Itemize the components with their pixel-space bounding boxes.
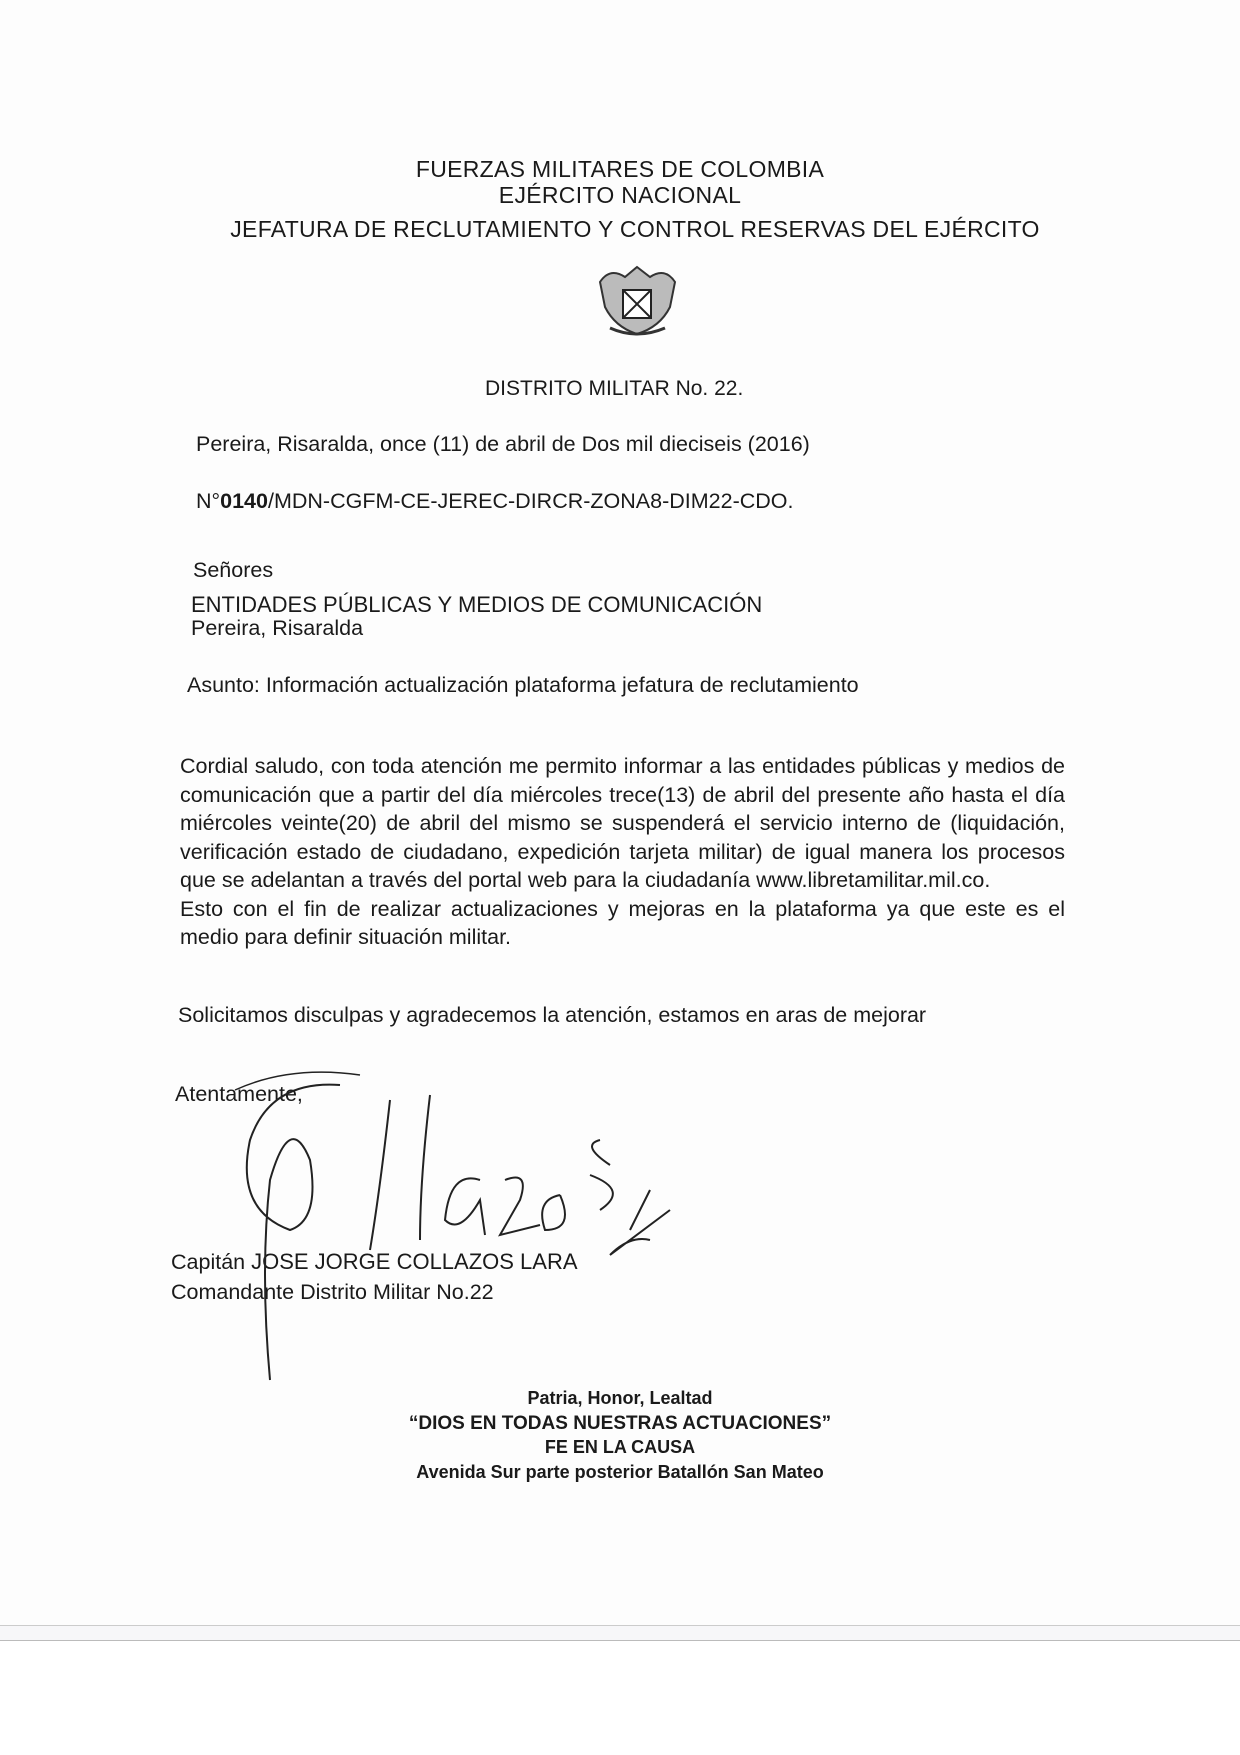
body-paragraph-2: Esto con el fin de realizar actualizaciones y mejoras en la plataforma ya que este es el medio para definir situación militar. bbox=[180, 896, 1065, 949]
footer-faith: FE EN LA CAUSA bbox=[544, 1437, 696, 1457]
reference-code: /MDN-CGFM-CE-JEREC-DIRCR-ZONA8-DIM22-CDO. bbox=[267, 489, 794, 513]
body-paragraph-3: Solicitamos disculpas y agradecemos la atención, estamos en aras de mejorar bbox=[178, 1003, 927, 1027]
closing: Atentamente, bbox=[175, 1082, 303, 1106]
header-line-1: FUERZAS MILITARES DE COLOMBIA bbox=[415, 156, 825, 182]
footer-address: Avenida Sur parte posterior Batallón San Mateo bbox=[416, 1462, 824, 1482]
recipient-name: ENTIDADES PÚBLICAS Y MEDIOS DE COMUNICACIÓN bbox=[191, 592, 763, 617]
header-line-3: JEFATURA DE RECLUTAMIENTO Y CONTROL RESERVAS DEL EJÉRCITO bbox=[230, 216, 1040, 242]
footer-slogan: “DIOS EN TODAS NUESTRAS ACTUACIONES” bbox=[408, 1413, 832, 1434]
signer-title: Comandante Distrito Militar No.22 bbox=[171, 1280, 494, 1304]
letter-date: Pereira, Risaralda, once (11) de abril de Dos mil dieciseis (2016) bbox=[196, 432, 810, 456]
signer-rank: Capitán bbox=[171, 1250, 252, 1274]
handwritten-signature bbox=[230, 1070, 750, 1390]
body-paragraph-1 bbox=[180, 752, 1065, 952]
scan-background bbox=[0, 1640, 1240, 1755]
body-text: Cordial saludo, con toda atención me permito informar a las entidades públicas y medios de comunicación que a partir del día miércoles trece(13) de abril del presente año hasta el día miércoles veinte(20) de abril del mismo se suspenderá el servicio interno de (liquidación, verificación estado de ciudadano, expedición tarjeta militar) de igual manera los procesos que se adelantan a través del portal web para la ciudadanía bbox=[180, 754, 1065, 892]
portal-link[interactable]: www.libretamilitar.mil.co bbox=[756, 868, 985, 892]
army-emblem-icon bbox=[590, 262, 685, 340]
period: . bbox=[984, 868, 991, 892]
subject-line bbox=[187, 673, 859, 698]
reference-prefix: N° bbox=[196, 489, 221, 513]
reference-id: 0140 bbox=[220, 489, 268, 513]
header-line-2: EJÉRCITO NACIONAL bbox=[498, 182, 742, 208]
recipient-city: Pereira, Risaralda bbox=[191, 616, 364, 640]
district-title: DISTRITO MILITAR No. 22. bbox=[485, 377, 744, 400]
footer-motto: Patria, Honor, Lealtad bbox=[527, 1388, 713, 1408]
signer-name: JOSE JORGE COLLAZOS LARA bbox=[251, 1249, 578, 1274]
reference-number bbox=[196, 489, 794, 514]
subject-text: Asunto: Información actualización plataforma jefatura de reclutamiento bbox=[187, 673, 859, 697]
salutation: Señores bbox=[193, 558, 274, 582]
